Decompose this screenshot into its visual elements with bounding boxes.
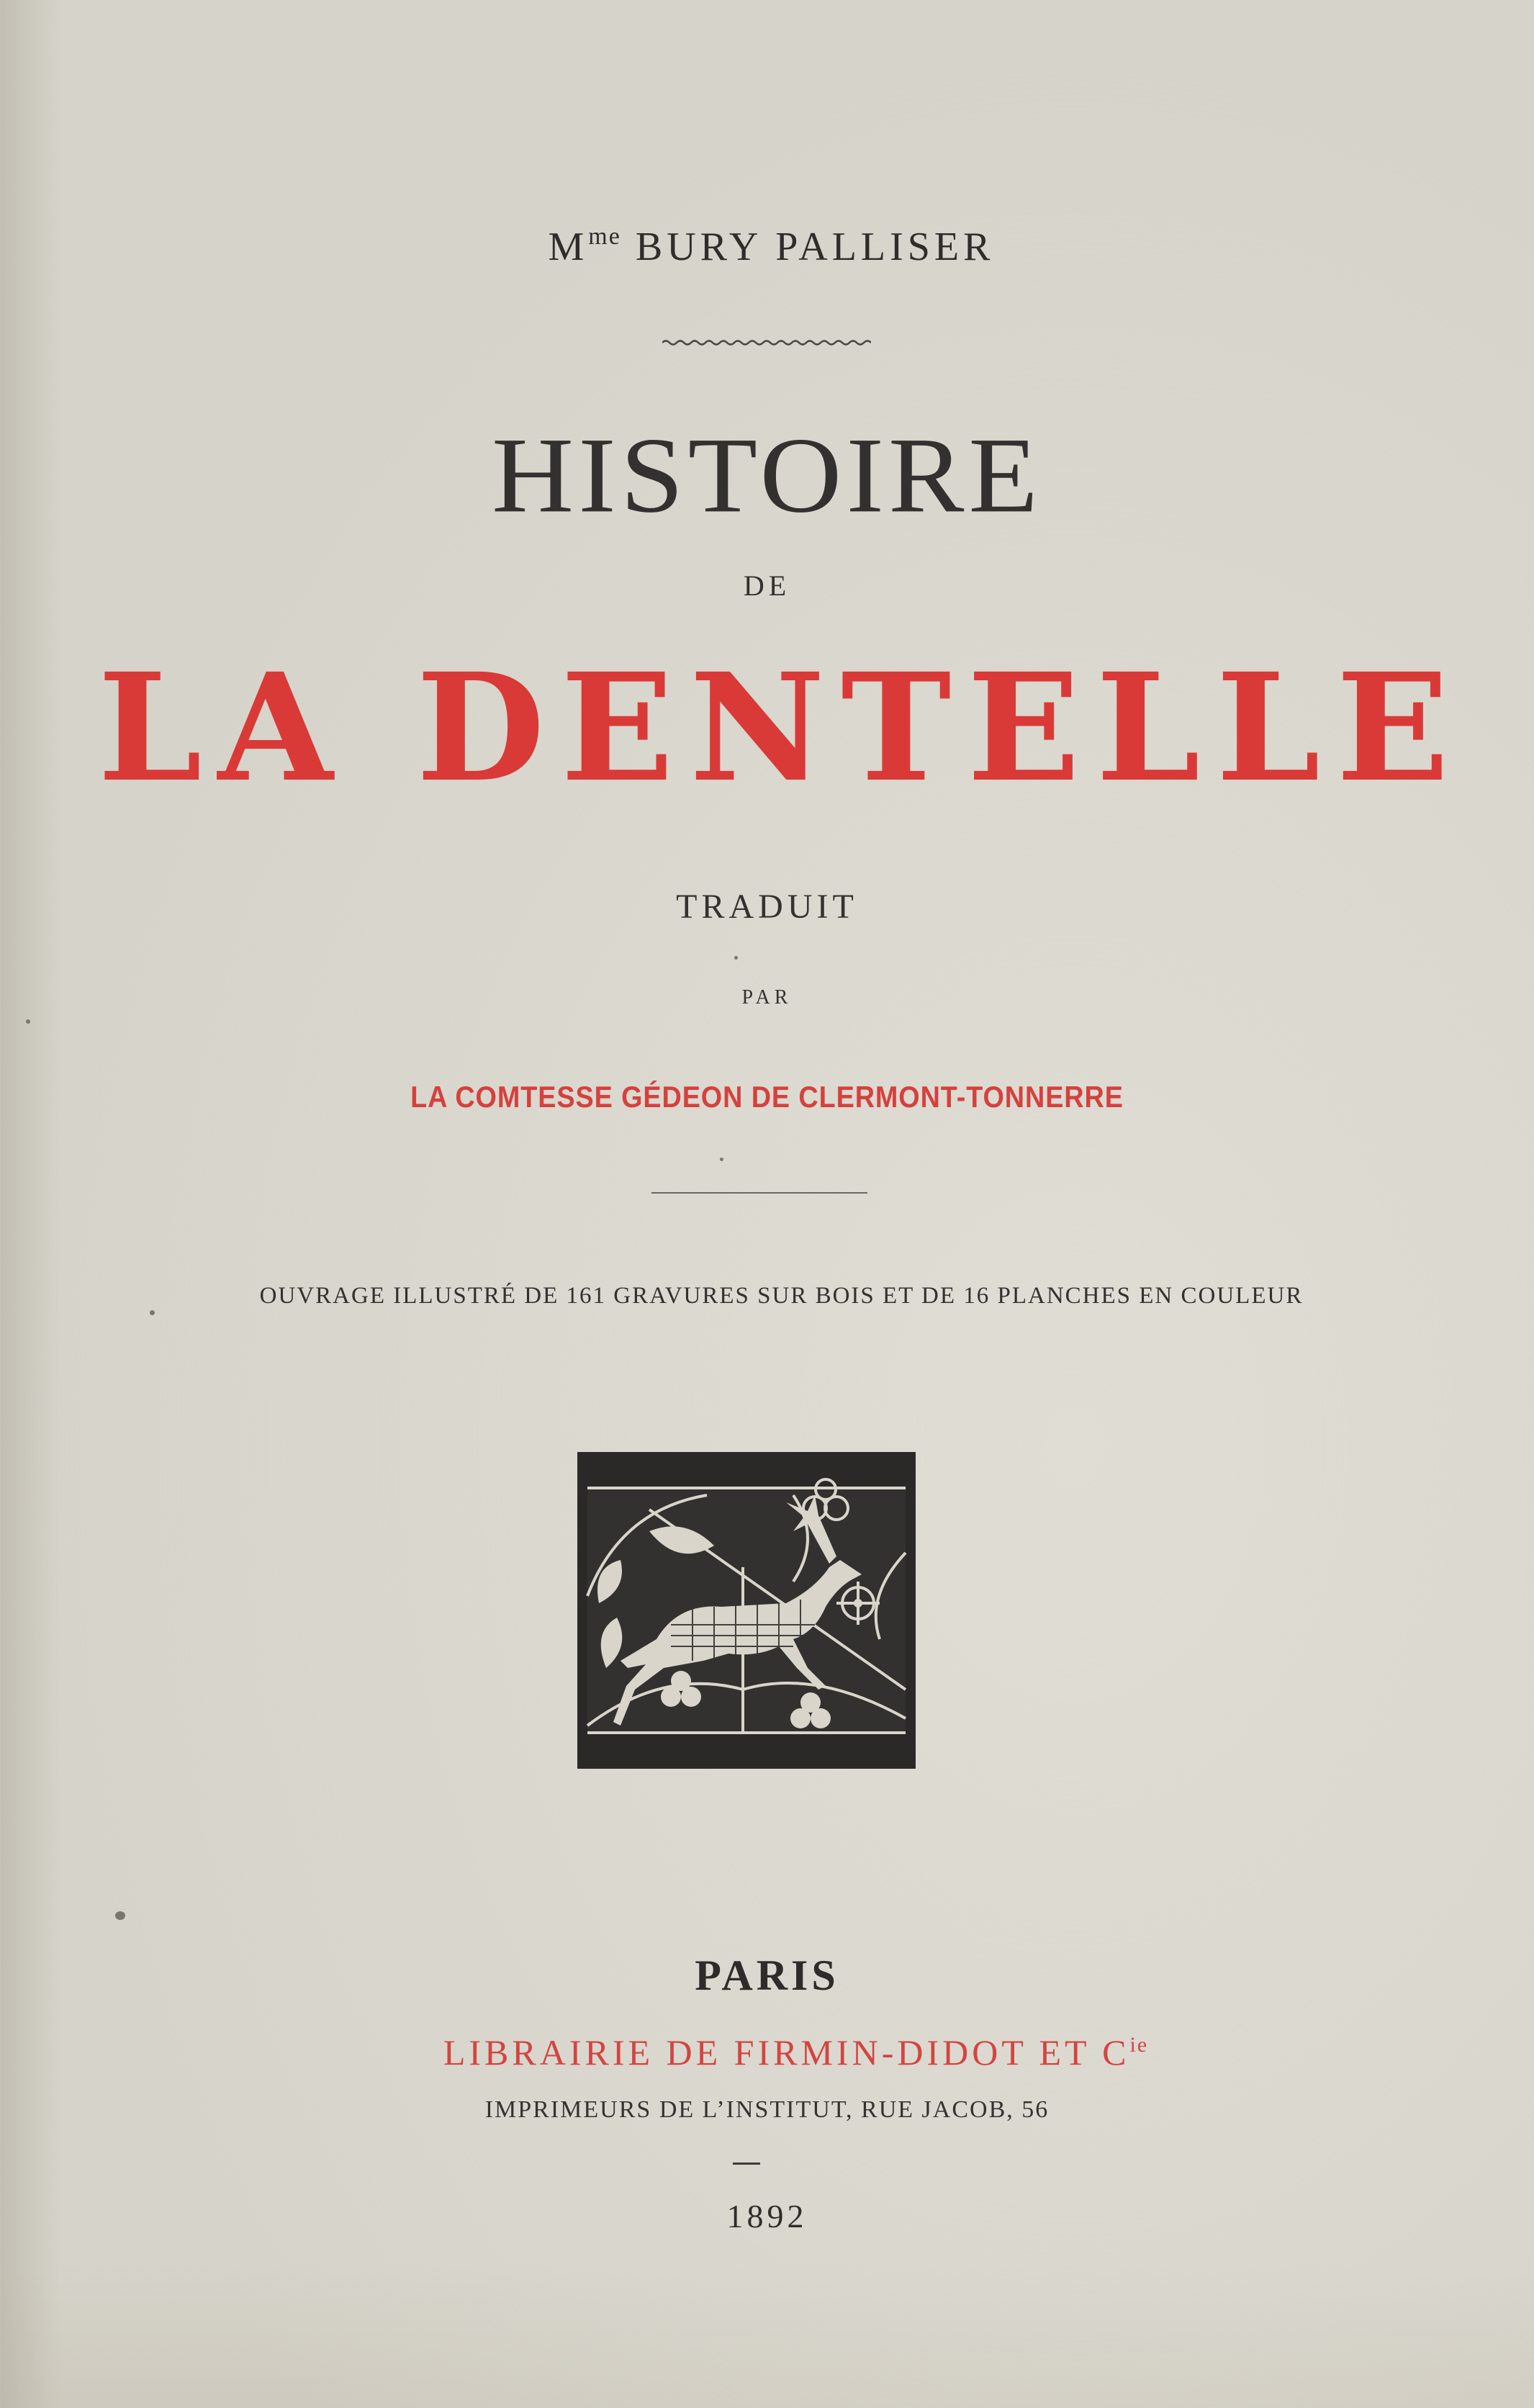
divider-rule bbox=[651, 1192, 867, 1194]
title-histoire: HISTOIRE bbox=[492, 415, 1042, 536]
publisher-superscript: ie bbox=[1129, 2033, 1149, 2057]
paper-speck bbox=[734, 956, 738, 960]
paper-speck bbox=[26, 1019, 30, 1024]
translator-name: LA COMTESSE GÉDEON DE CLERMONT-TONNERRE bbox=[410, 1080, 1124, 1114]
publisher-name: LIBRAIRIE DE FIRMIN-DIDOT ET C bbox=[443, 2032, 1130, 2073]
traduit-label: TRADUIT bbox=[676, 888, 858, 926]
author-name: BURY PALLISER bbox=[635, 225, 995, 269]
imprint-year: 1892 bbox=[726, 2198, 808, 2235]
author-prefix-superscript: me bbox=[588, 223, 621, 250]
par-label: PAR bbox=[741, 986, 793, 1009]
author-prefix: M bbox=[548, 225, 589, 269]
imprint-place: PARIS bbox=[695, 1952, 839, 1999]
paper-speck bbox=[150, 1310, 155, 1315]
paper-speck bbox=[115, 1911, 125, 1920]
lace-stag-vignette-icon bbox=[577, 1452, 916, 1769]
author-line bbox=[0, 223, 1534, 270]
paper-speck bbox=[720, 1158, 723, 1161]
wavy-rule-icon bbox=[662, 337, 871, 348]
title-de: DE bbox=[743, 569, 791, 602]
imprint-address: IMPRIMEURS DE L’INSTITUT, RUE JACOB, 56 bbox=[484, 2096, 1050, 2123]
illustration-note: OUVRAGE ILLUSTRÉ DE 161 GRAVURES SUR BOIS ET DE 16 PLANCHES EN COULEUR bbox=[259, 1283, 1304, 1309]
imprint-publisher bbox=[0, 2032, 1534, 2073]
title-la-dentelle: LA DENTELLE bbox=[97, 641, 1466, 815]
imprint-dash bbox=[733, 2163, 760, 2165]
